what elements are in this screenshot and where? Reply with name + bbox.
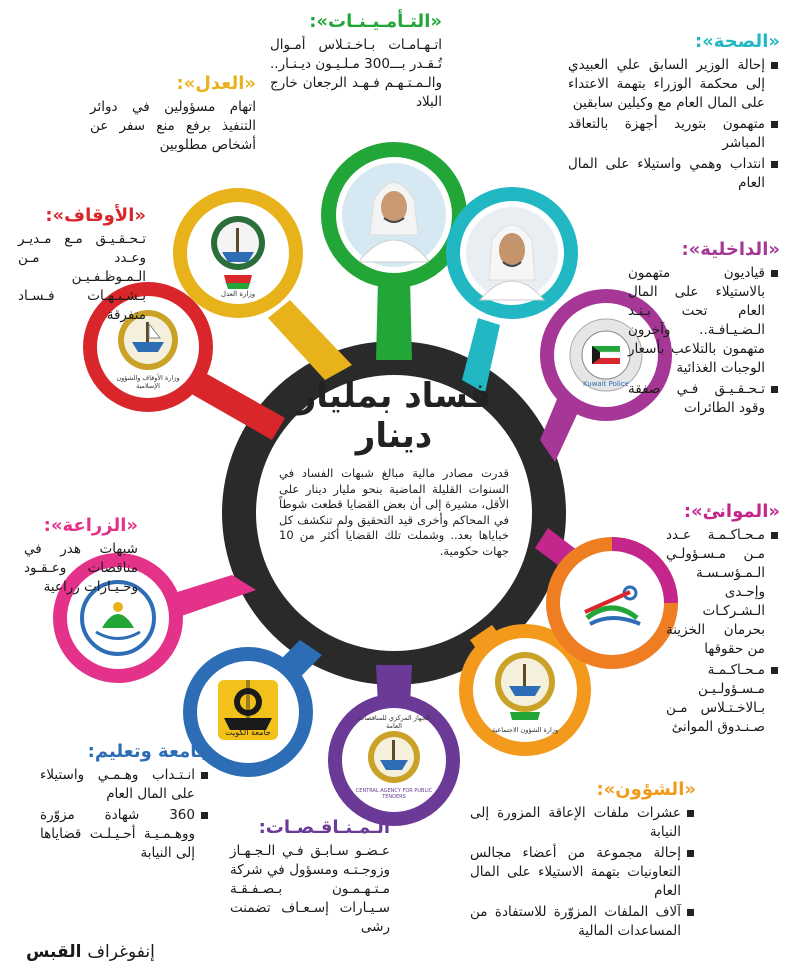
section-justice <box>90 72 256 155</box>
awqaf-logo-caption: وزارة الأوقاف والشؤون الإسلامية <box>116 374 180 390</box>
section-interior <box>628 238 780 420</box>
tenders-logo-caption: الجهاز المركزي للمناقصات العامة <box>358 714 430 730</box>
tenders-logo-caption-en: CENTRAL AGENCY FOR PUBLIC TENDERS <box>355 788 433 800</box>
list-item: قياديون متهمون بالاستيلاء على المال العام تحت بـنـد الـضـيـافـة.. وآخرون متهمون بالتلاعب بأسعار الوجبات الغذائية <box>628 264 780 378</box>
section-affairs <box>470 778 696 943</box>
intro-paragraph: قدرت مصادر مالية مبالغ شبهات الفساد في السنوات القليلة الماضية بنحو مليار دينار على الأقل، مشيرة إلى أن بعض القضايا قطعت شوطاً في المحاكم وأخرى قيد التحقيق ولم تنكشف كل خباياها بعد.. وشملت تلك القضايا أكثر من 10 جهات حكومية. <box>279 466 509 558</box>
section-text: عـضـو سـابـق فـي الـجـهـاز وزوجـتـه ومسؤول في شركة مـتـهـمـون بـصـفـقـة سـيـارات إسـعـاف تضمنت رشى <box>230 843 390 935</box>
spoke-insurance <box>321 142 467 360</box>
brand-name: القبس <box>26 942 82 962</box>
section-title: جامعة وتعليم: <box>87 741 210 762</box>
brand-footer <box>26 942 155 962</box>
university-logo-caption: جامعة الكويت <box>225 728 271 737</box>
section-title: «الداخلية»: <box>681 239 780 260</box>
list-item: إحالة الوزير السابق علي العبيدي إلى محكمة الوزراء بتهمة الاعتداء على المال العام مع وكيلين سابقين <box>568 56 780 113</box>
interior-logo-caption: Kuwait Police <box>583 380 629 388</box>
list-item: مـحـاكـمـة مـسـؤولـيـن بـالاخـتـلاس مـن صـنـدوق الموانئ <box>666 661 780 737</box>
list-item: عشرات ملفات الإعاقة المزورة إلى النيابة <box>470 804 696 842</box>
section-health <box>568 30 780 195</box>
section-agriculture <box>24 514 138 597</box>
affairs-logo-caption: وزارة الشؤون الاجتماعية <box>491 726 559 734</box>
list-item: آلاف الملفات المزوّرة للاستفادة من المساعدات المالية <box>470 903 696 941</box>
justice-logo-caption: وزارة العدل <box>220 290 256 298</box>
section-ports <box>666 500 780 739</box>
section-insurance <box>270 10 442 112</box>
section-title: الـمـنـاقـصـات: <box>258 817 390 838</box>
main-headline: فساد بمليار دينار <box>296 376 492 456</box>
spoke-tenders <box>328 665 460 826</box>
section-awqaf <box>18 204 146 325</box>
list-item: إحالة مجموعة من أعضاء مجالس التعاونيات بتهمة الاستيلاء على المال العام <box>470 844 696 901</box>
list-item: تـحـقـيـق فـي صفقة وقود الطائرات <box>628 380 780 418</box>
brand-prefix: إنفوغراف <box>87 942 155 962</box>
list-item: انـتـداب وهـمـي واستيلاء على المال العام <box>40 766 210 804</box>
list-item: متهمون بتوريد أجهزة بالتعاقد المباشر <box>568 115 780 153</box>
section-tenders <box>230 816 390 937</box>
center-panel <box>261 376 527 646</box>
section-title: «الصحة»: <box>694 31 780 52</box>
section-title: «الموانئ»: <box>683 501 780 522</box>
section-title: «الشؤون»: <box>596 779 696 800</box>
section-title: «العدل»: <box>176 73 256 94</box>
portrait-insurance <box>342 163 446 267</box>
section-text: اتـهـامـات بـاخـتـلاس أمـوال تُـقـدر بـــ300 مـلـيـون ديـنـار.. والـمـتـهـم فـهـد الرجعان خارج البلاد <box>270 37 442 110</box>
section-title: «الأوقاف»: <box>45 205 146 226</box>
section-university <box>40 740 210 865</box>
list-item: مـحـاكـمـة عـدد مـن مـسـؤولـي الـمـؤسـسـة وإحـدى الـشـركـات بحرمان الخزينة من حقوقها <box>666 526 780 659</box>
section-text: تـحـقـيـق مـع مـديـر وعـدد مـن الـمـوظـفـيـن بـشـبـهـات فـسـاد متفرقة <box>18 231 146 323</box>
list-item: انتداب وهمي واستيلاء على المال العام <box>568 155 780 193</box>
section-text: شبهات هدر في مناقصات وعـقـود وحـيـازات زراعية <box>24 541 138 595</box>
list-item: 360 شهادة مزوّرة ووهـمـيـة أحـيـلـت قضاياها إلى النيابة <box>40 806 210 863</box>
section-title: «الزراعة»: <box>43 515 138 536</box>
section-text: اتهام مسؤولين في دوائر التنفيذ برفع منع سفر عن أشخاص مطلوبين <box>90 99 256 153</box>
section-title: «التـأمـيـنـات»: <box>309 11 442 32</box>
emblem-tenders <box>368 731 420 783</box>
